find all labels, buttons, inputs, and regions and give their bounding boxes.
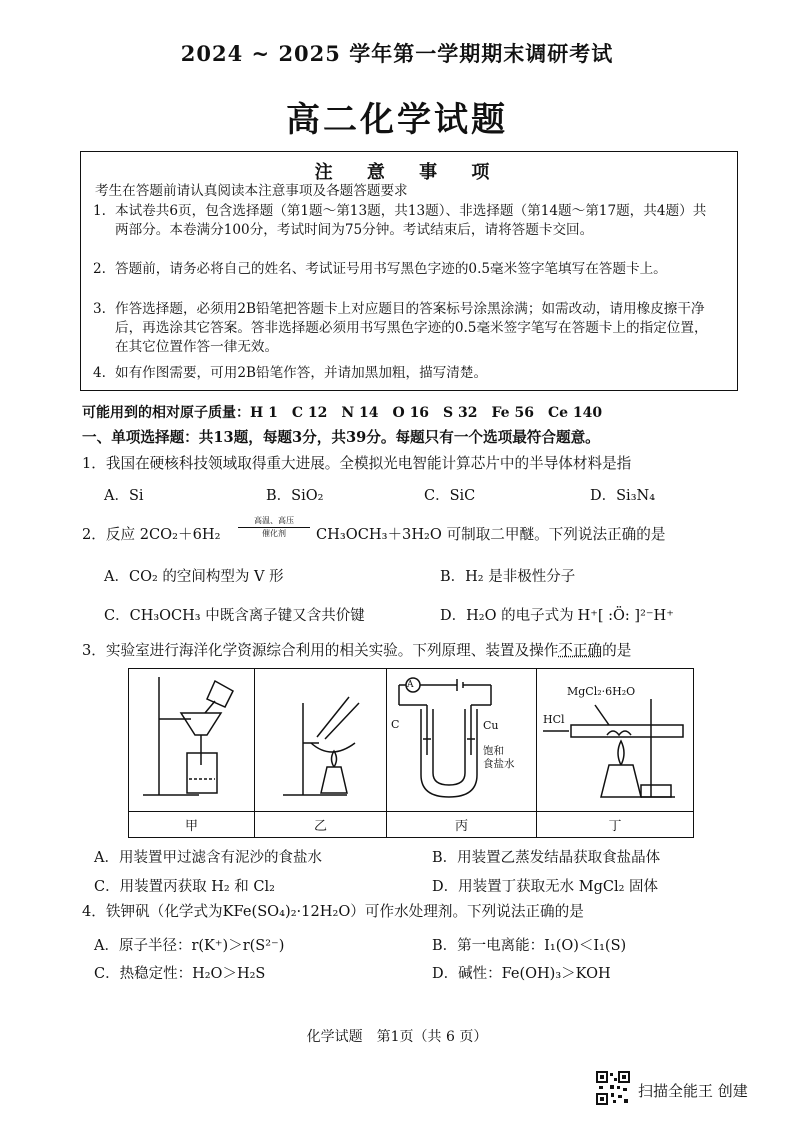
notice-item-text: 如有作图需要，可用2B铅笔作答，并请加黑加粗，描写清楚。 <box>115 365 488 381</box>
apparatus-figure <box>128 668 694 838</box>
qr-code-icon <box>596 1071 630 1105</box>
q4-option-d: D．碱性：Fe(OH)₃＞KOH <box>432 966 611 982</box>
q2-electron-formula: H⁺[ :Ö: ]²⁻H⁺ <box>577 608 674 624</box>
electrolysis-apparatus-icon <box>387 669 535 809</box>
notice-item-text: 答题前，请务必将自己的姓名、考试证号用书写黑色字迹的0.5毫米签字笔填写在答题卡上。 <box>115 261 667 277</box>
notice-item <box>93 202 721 240</box>
q2-condition-bottom: 催化剂 <box>262 529 286 538</box>
q2-stem-end: CH₃OCH₃＋3H₂O 可制取二甲醚。下列说法正确的是 <box>316 526 666 543</box>
q2-arrow-line <box>238 527 310 528</box>
notice-item-number: 4. <box>93 365 106 381</box>
caption-divider <box>129 811 254 813</box>
q3-option-c: C．用装置丙获取 H₂ 和 Cl₂ <box>94 879 275 895</box>
scanner-watermark: 扫描全能王 创建 <box>638 1082 748 1100</box>
page-footer: 化学试题 第1页（共 6 页） <box>306 1029 488 1045</box>
label-saturated-brine: 饱和 食盐水 <box>483 745 515 770</box>
notice-box <box>80 151 738 391</box>
caption-divider <box>255 811 386 813</box>
evaporation-apparatus-icon <box>255 669 385 809</box>
filtration-apparatus-icon <box>129 669 253 809</box>
q2-condition-top: 高温、高压 <box>254 516 294 525</box>
q1-option-a: A．Si <box>104 488 144 504</box>
notice-item <box>93 260 721 279</box>
caption-divider <box>387 811 536 813</box>
notice-item-number: 3. <box>93 301 106 317</box>
label-mgcl2-hydrate: MgCl₂·6H₂O <box>567 685 636 698</box>
notice-item-number: 2. <box>93 261 106 277</box>
atomic-masses: 可能用到的相对原子质量：H 1 C 12 N 14 O 16 S 32 Fe 56 Ce 140 <box>82 405 603 421</box>
q2-option-d <box>440 604 674 625</box>
q2-option-a: A．CO₂ 的空间构型为 V 形 <box>104 569 284 585</box>
section-heading: 一、单项选择题：共13题，每题3分，共39分。每题只有一个选项最符合题意。 <box>82 429 600 446</box>
figure-cell-ding <box>537 669 693 837</box>
figure-cell-yi <box>255 669 387 837</box>
q3-stem-emphasis: 不正确 <box>558 642 603 659</box>
figure-cell-bing <box>387 669 537 837</box>
label-copper-electrode: Cu <box>483 719 499 732</box>
notice-item-text: 作答选择题，必须用2B铅笔把答题卡上对应题目的答案标号涂黑涂满；如需改动，请用橡皮擦干净后，再选涂其它答案。答非选择题必须用书写黑色字迹的0.5毫米签字笔写在答题卡上的指定位置，在其它位置作答一律无效。 <box>115 301 708 355</box>
q3-stem <box>82 641 631 661</box>
notice-title: 注 意 事 项 <box>314 162 504 183</box>
caption-divider <box>537 811 693 813</box>
notice-item <box>93 300 721 357</box>
notice-intro: 考生在答题前请认真阅读本注意事项及各题答题要求 <box>95 183 408 199</box>
exam-title: 2024 ~ 2025 学年第一学期期末调研考试 <box>180 41 614 66</box>
q3-option-d: D．用装置丁获取无水 MgCl₂ 固体 <box>432 879 659 895</box>
caption-yi: 乙 <box>313 819 327 834</box>
notice-item-text: 本试卷共6页，包含选择题（第1题～第13题，共13题）、非选择题（第14题～第17题，共4题）共两部分。本卷满分100分，考试时间为75分钟。考试结束后，请将答题卡交回。 <box>115 203 707 238</box>
q3-stem-end: 的是 <box>602 642 632 659</box>
q1-option-d: D．Si₃N₄ <box>590 488 656 504</box>
q2-option-b: B．H₂ 是非极性分子 <box>440 569 576 585</box>
notice-item <box>93 364 721 383</box>
paper-title: 高二化学试题 <box>286 100 508 140</box>
q3-option-a: A．用装置甲过滤含有泥沙的食盐水 <box>94 850 322 866</box>
figure-cell-jia <box>129 669 255 837</box>
caption-jia: 甲 <box>184 819 198 834</box>
label-ammeter: A <box>407 680 414 690</box>
caption-ding: 丁 <box>608 819 622 834</box>
q4-option-c: C．热稳定性：H₂O＞H₂S <box>94 966 266 982</box>
caption-bing: 丙 <box>454 819 468 834</box>
q3-stem-start: 3．实验室进行海洋化学资源综合利用的相关实验。下列原理、装置及操作 <box>82 642 559 659</box>
label-hcl: HCl <box>543 713 565 726</box>
q2-option-d-label: D．H₂O 的电子式为 <box>440 608 574 624</box>
notice-item-number: 1. <box>93 203 106 219</box>
q1-option-b: B．SiO₂ <box>266 488 324 504</box>
q2-stem-start: 2．反应 2CO₂＋6H₂ <box>82 526 221 543</box>
q4-stem: 4．铁钾矾（化学式为KFe(SO₄)₂·12H₂O）可作水处理剂。下列说法正确的是 <box>82 903 584 920</box>
label-carbon-electrode: C <box>391 718 400 731</box>
q1-stem: 1．我国在硬核科技领域取得重大进展。全模拟光电智能计算芯片中的半导体材料是指 <box>82 455 632 472</box>
q1-option-c: C．SiC <box>424 488 476 504</box>
q3-option-b: B．用装置乙蒸发结晶获取食盐晶体 <box>432 850 661 866</box>
q2-option-c: C．CH₃OCH₃ 中既含离子键又含共价键 <box>104 608 365 624</box>
q2-reaction-arrow <box>238 516 310 539</box>
q4-option-a: A．原子半径：r(K⁺)＞r(S²⁻) <box>94 938 285 954</box>
q4-option-b: B．第一电离能：I₁(O)＜I₁(S) <box>432 938 627 954</box>
